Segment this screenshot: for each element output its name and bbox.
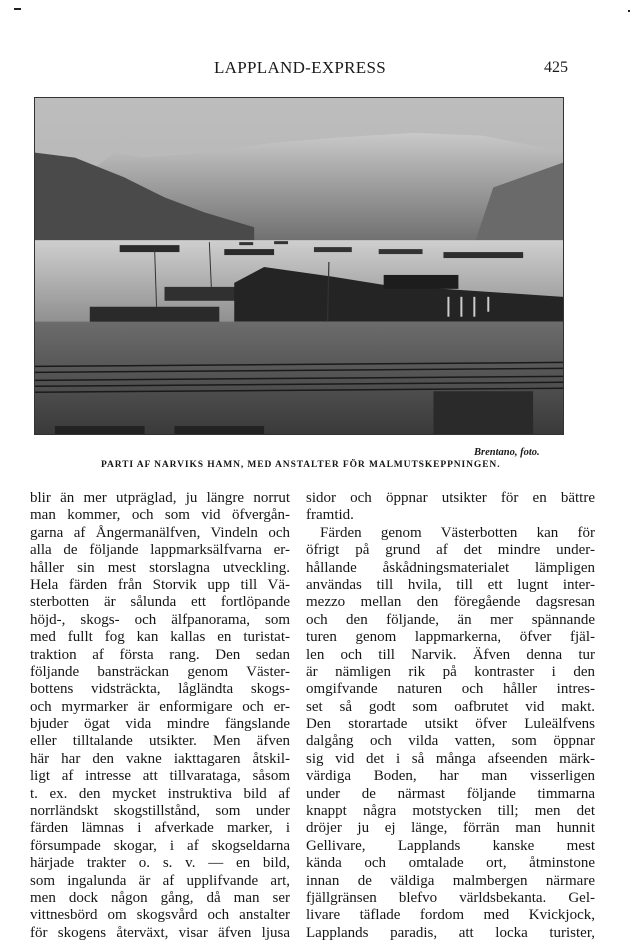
text-line: kända och omtalade ort, åtminstone	[306, 855, 595, 872]
scan-speck	[14, 8, 21, 10]
text-line: knappt några motstycken till; men det	[306, 803, 595, 820]
text-line: värdiga Boden, har man visserligen	[306, 768, 595, 785]
figure-caption: PARTI AF NARVIKS HAMN, MED ANSTALTER FÖR MALMUTSKEPPNINGEN.	[101, 460, 501, 470]
text-line: omgifvande naturen och håller intres-	[306, 681, 595, 698]
text-line: dalgång och vilda vatten, som öppnar	[306, 733, 595, 750]
text-line: t. ex. den mycket instruktiva bild af	[30, 785, 290, 802]
text-line: håller sin mest storslagna utveckling.	[30, 559, 290, 576]
text-line: alla de följande lappmarksälfvarna er-	[30, 542, 290, 559]
text-line: garna af Ångermanälfven, Vindeln och	[30, 524, 290, 541]
text-line: framtid.	[306, 507, 354, 524]
text-column-right	[306, 490, 595, 942]
text-line: norrländskt skogstillstånd, som under	[30, 803, 290, 820]
harbour-photograph	[34, 97, 564, 435]
text-line: färden lämnas i afverkade marker, i	[30, 820, 290, 837]
text-line: som ingalunda är af upplifvande art,	[30, 872, 290, 889]
text-line: set så godt som oafbrutet vid makt.	[306, 698, 595, 715]
text-line: blir än mer utpräglad, ju längre norrut	[30, 490, 290, 506]
text-line: bjuder ögat vida mindre fängslande	[30, 716, 290, 733]
text-line: under de närmast följande timmarna	[306, 785, 595, 802]
text-line: traktion af första rang. Den sedan	[30, 646, 290, 663]
text-line: och myrmarker är enformigare och er-	[30, 698, 290, 715]
photo-credit: Brentano, foto.	[474, 447, 540, 458]
text-line: Den storartade utsikt öfver Luleälfvens	[306, 716, 595, 733]
paragraph-start: Färden genom Västerbotten kan för	[320, 524, 595, 541]
page-number: 425	[544, 59, 568, 76]
text-line: för skogens återväxt, visar äfven ljusa	[30, 924, 290, 941]
text-line: öfrigt på grund af det mindre under-	[306, 542, 595, 559]
running-head	[0, 58, 640, 82]
scan-speck	[628, 10, 630, 12]
text-line: Gellivare, Lapplands kanske mest	[306, 837, 595, 854]
text-line: bottens vidsträckta, lågländta skogs-	[30, 681, 290, 698]
text-line: sidor och öppnar utsikter för en bättre	[306, 490, 595, 506]
text-line: turen genom lappmarkerna, öfver fjäl-	[306, 629, 595, 646]
text-line: sterbotten är sålunda ett fortlöpande	[30, 594, 290, 611]
text-line: hållande åskådningsmaterialet lämpligen	[306, 559, 595, 576]
text-line: man kommer, och som vid öfvergån-	[30, 507, 290, 524]
running-title: LAPPLAND-EXPRESS	[214, 58, 386, 77]
text-line: härjade trakter o. s. v. — en bild,	[30, 855, 290, 872]
text-line: användas till hvila, till ett lugnt inter-	[306, 576, 595, 593]
text-line: är nämligen rik på kontraster i den	[306, 663, 595, 680]
text-line: mezzo mellan den föregående dagsresan	[306, 594, 595, 611]
text-line: ligt af intresse att tillvarataga, såsom	[30, 768, 290, 785]
text-line: försumpade skogar, i af skogseldarna	[30, 837, 290, 854]
text-line: eller tilltalande utsikter. Men äfven	[30, 733, 290, 750]
text-line: innan de väldiga malmbergen närmare	[306, 872, 595, 889]
text-line: sig vid det i så många afseenden märk-	[306, 750, 595, 767]
text-line: och den följande, än mer spännande	[306, 611, 595, 628]
text-line: livare täflade fordom med Kvickjock,	[306, 907, 595, 924]
text-line: dröjer ju ej länge, förrän man hunnit	[306, 820, 595, 837]
text-line: fjällgränsen blefvo världsbekanta. Gel-	[306, 889, 595, 906]
text-line: med fullt fog kan kallas en turistat-	[30, 629, 290, 646]
text-line: men dock någon gång, då man ser	[30, 889, 290, 906]
text-line: vittnesbörd om skogsvård och anstalter	[30, 907, 290, 924]
text-line: len och till Narvik. Äfven denna tur	[306, 646, 595, 663]
text-line: höjd-, skogs- och älfpanorama, som	[30, 611, 290, 628]
photo-image	[35, 98, 563, 434]
text-line: följande bansträckan genom Väster-	[30, 663, 290, 680]
text-column-left	[30, 490, 290, 942]
text-line: Lapplands paradis, att locka turister,	[306, 924, 595, 941]
text-line: Hela färden från Storvik upp till Vä-	[30, 576, 290, 593]
text-line: här har den vakne iakttagaren åtskil-	[30, 750, 290, 767]
